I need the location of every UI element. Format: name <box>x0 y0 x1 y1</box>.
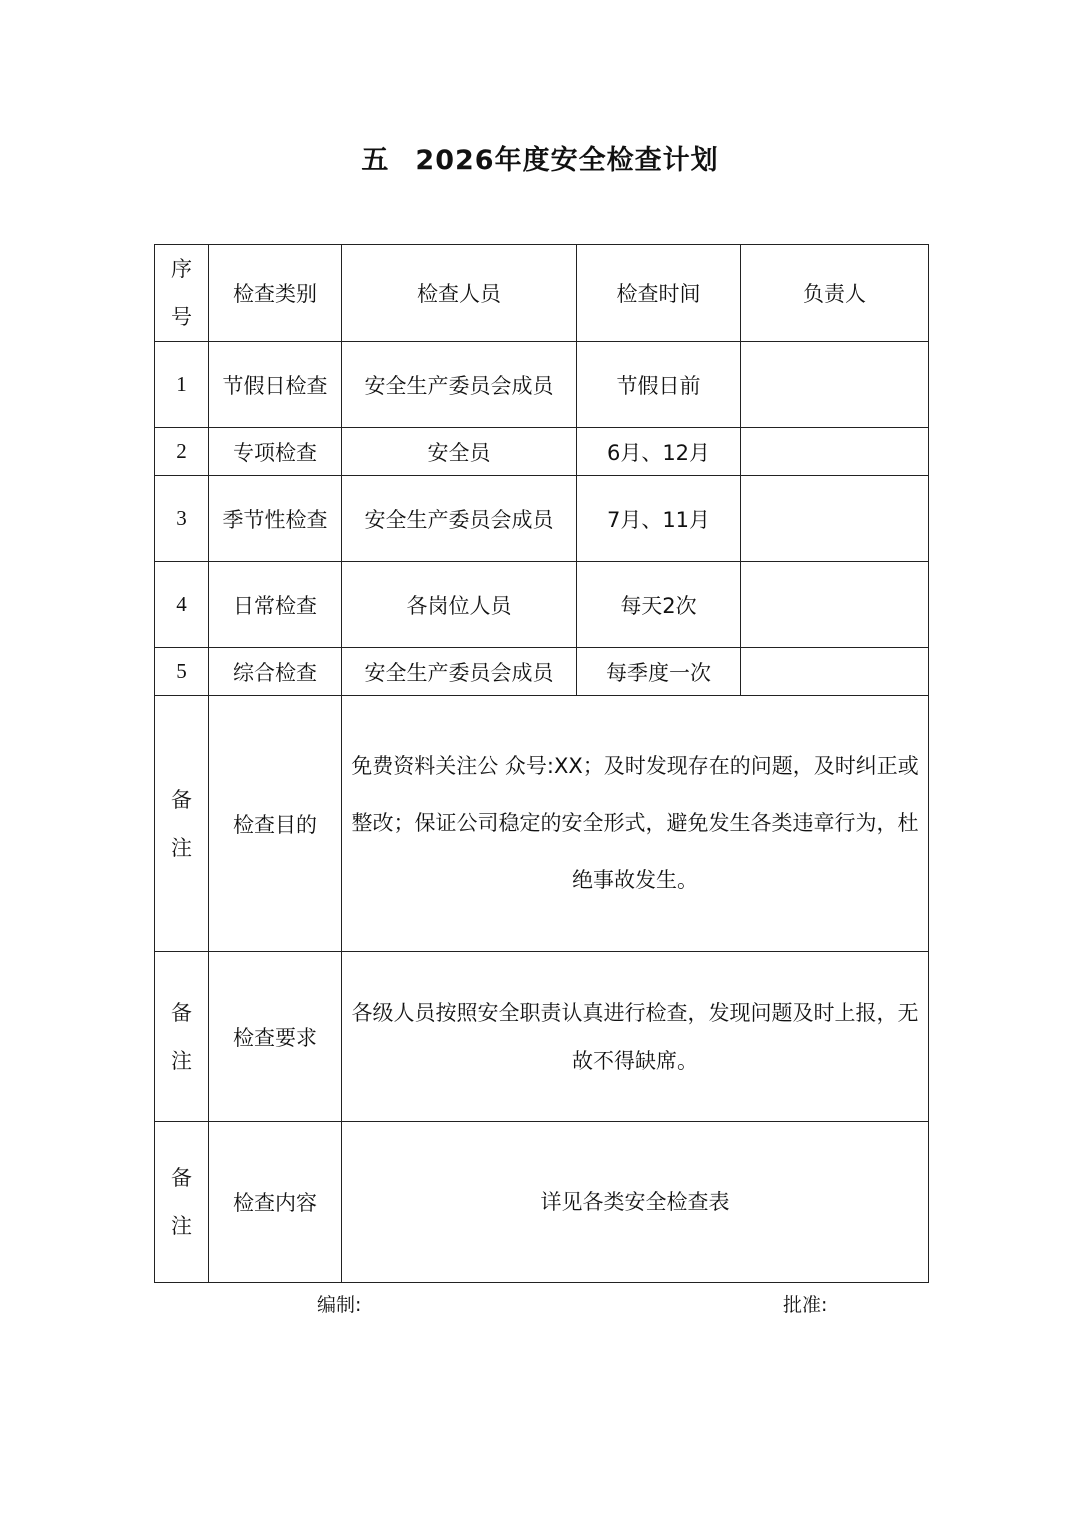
section-number: 五 <box>361 145 390 176</box>
row-owner <box>741 648 929 696</box>
row-time: 7月、11月 <box>577 476 741 562</box>
row-category: 日常检查 <box>209 562 342 648</box>
note-label: 检查内容 <box>209 1122 342 1283</box>
row-category: 综合检查 <box>209 648 342 696</box>
page-title <box>0 138 1080 177</box>
note-label: 检查要求 <box>209 952 342 1122</box>
title-text: 2026年度安全检查计划 <box>415 145 719 176</box>
row-time: 每季度一次 <box>577 648 741 696</box>
row-personnel: 安全生产委员会成员 <box>342 342 577 428</box>
table-row <box>155 428 929 476</box>
table-row <box>155 648 929 696</box>
row-owner <box>741 342 929 428</box>
note-label: 检查目的 <box>209 696 342 952</box>
note-text: 详见各类安全检查表 <box>342 1122 929 1283</box>
row-seq: 2 <box>155 428 209 476</box>
header-category: 检查类别 <box>209 245 342 342</box>
table-row <box>155 342 929 428</box>
header-owner: 负责人 <box>741 245 929 342</box>
table-header-row <box>155 245 929 342</box>
note-mark: 备 注 <box>155 1122 209 1283</box>
row-time: 每天2次 <box>577 562 741 648</box>
note-row-requirement <box>155 952 929 1122</box>
row-seq: 3 <box>155 476 209 562</box>
note-text: 各级人员按照安全职责认真进行检查，发现问题及时上报，无故不得缺席。 <box>342 952 929 1122</box>
row-owner <box>741 428 929 476</box>
header-seq: 序 号 <box>155 245 209 342</box>
note-text: 免费资料关注公 众号:XX；及时发现存在的问题，及时纠正或整改；保证公司稳定的安全形式，避免发生各类违章行为，杜绝事故发生。 <box>342 696 929 952</box>
row-personnel: 安全生产委员会成员 <box>342 648 577 696</box>
row-time: 节假日前 <box>577 342 741 428</box>
note-row-purpose <box>155 696 929 952</box>
header-personnel: 检查人员 <box>342 245 577 342</box>
row-category: 节假日检查 <box>209 342 342 428</box>
row-category: 专项检查 <box>209 428 342 476</box>
note-row-content <box>155 1122 929 1283</box>
row-seq: 1 <box>155 342 209 428</box>
note-mark: 备 注 <box>155 696 209 952</box>
row-personnel: 安全员 <box>342 428 577 476</box>
compiled-by-label: 编制: <box>317 1294 362 1316</box>
row-personnel: 各岗位人员 <box>342 562 577 648</box>
table-row <box>155 476 929 562</box>
row-personnel: 安全生产委员会成员 <box>342 476 577 562</box>
row-category: 季节性检查 <box>209 476 342 562</box>
table-row <box>155 562 929 648</box>
header-time: 检查时间 <box>577 245 741 342</box>
approved-by-label: 批准: <box>783 1294 828 1316</box>
inspection-plan-table <box>154 244 929 1283</box>
row-owner <box>741 476 929 562</box>
row-owner <box>741 562 929 648</box>
row-time: 6月、12月 <box>577 428 741 476</box>
row-seq: 4 <box>155 562 209 648</box>
note-mark: 备 注 <box>155 952 209 1122</box>
row-seq: 5 <box>155 648 209 696</box>
